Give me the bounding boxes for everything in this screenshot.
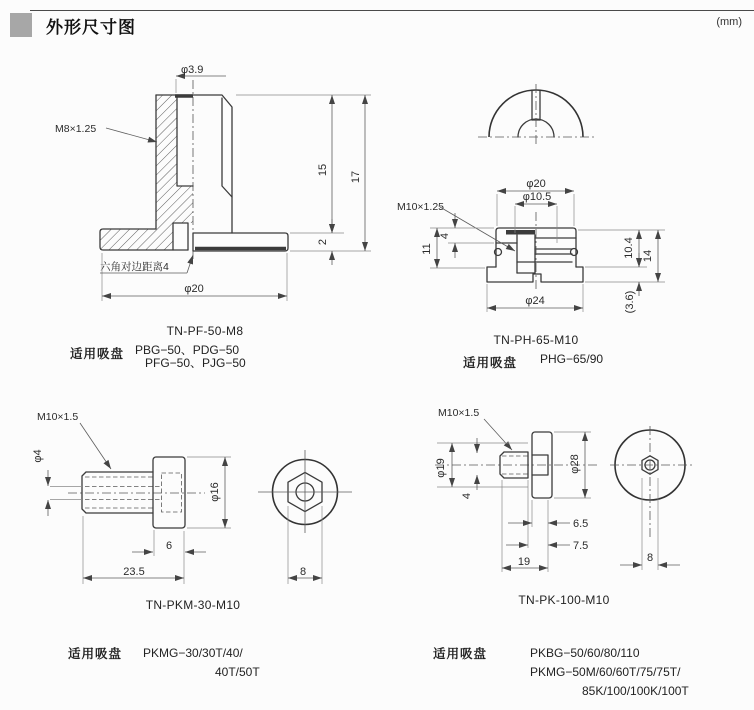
dim-11: 11 (421, 243, 433, 255)
pads-tn-pf (70, 344, 300, 372)
pads-line: PKMG−30/30T/40/ (143, 646, 243, 660)
dim-4: 4 (439, 232, 451, 240)
thread-label: M10×1.5 (37, 411, 79, 423)
dim-3-6: (3.6) (624, 290, 636, 314)
pads-label: 适用吸盘 (68, 647, 123, 661)
pads-values (540, 353, 603, 366)
pads-line: PBG−50、PDG−50 (135, 343, 240, 357)
tn-pf-section (100, 80, 288, 262)
dim-2: 2 (317, 238, 329, 246)
tn-pkm-end-view (258, 450, 352, 533)
dim-hole-dia: φ3.9 (181, 64, 204, 76)
dim-14: 14 (642, 249, 654, 263)
tn-pf-dimensions (55, 64, 371, 301)
pads-label: 适用吸盘 (433, 647, 488, 661)
tn-ph-top-view (478, 84, 595, 144)
part-name-tn-pk: TN-PK-100-M10 (518, 593, 610, 607)
thread-label: M10×1.5 (438, 407, 480, 419)
dim-head-len: 6 (165, 540, 173, 552)
pads-line: PHG−65/90 (540, 352, 604, 366)
dim-19: 19 (517, 556, 531, 568)
header-rule (30, 10, 754, 11)
dim-base-dia: φ24 (525, 295, 545, 307)
pads-tn-pk (433, 644, 723, 704)
pads-line: PKBG−50/60/80/110 (530, 646, 640, 660)
tn-pk-end-view (610, 426, 692, 540)
pads-label: 适用吸盘 (463, 356, 518, 370)
drawing-tn-pkm (30, 395, 390, 620)
thread-label: M8×1.25 (55, 123, 97, 135)
tn-pk-dimensions (435, 407, 680, 572)
page-title: 外形尺寸图 (46, 18, 136, 37)
tn-ph-front-view (487, 212, 583, 292)
part-name-tn-ph: TN-PH-65-M10 (493, 333, 579, 347)
dim-top-dia: φ20 (526, 178, 546, 190)
pads-values (143, 644, 260, 682)
pads-values (530, 644, 689, 701)
pads-tn-pkm (68, 644, 308, 686)
tn-ph-dimensions (397, 178, 665, 313)
part-name-tn-pkm: TN-PKM-30-M10 (145, 598, 241, 612)
dim-4: 4 (461, 492, 473, 500)
tn-pkm-dimensions (32, 411, 322, 584)
pads-tn-ph (463, 353, 693, 369)
header-square (10, 13, 32, 37)
hex-note: 六角对边距离4 (100, 261, 169, 273)
unit-label: (mm) (716, 16, 742, 28)
dim-pad-dia: φ19 (435, 458, 447, 478)
pads-line: PFG−50、PJG−50 (145, 356, 246, 370)
pads-line: PKMG−50M/60/60T/75/75T/ (530, 665, 681, 679)
drawing-tn-pf (30, 55, 390, 320)
dim-15: 15 (317, 163, 329, 177)
tn-pkm-side-view (68, 457, 205, 528)
thread-label: M10×1.25 (397, 201, 444, 213)
dim-bore-dia: φ10.5 (522, 191, 552, 203)
drawing-tn-ph (390, 55, 754, 320)
dim-hex-flats: 8 (646, 552, 654, 564)
dim-hex-flats: 8 (299, 566, 307, 578)
pads-label: 适用吸盘 (70, 347, 125, 361)
pads-line: 40T/50T (215, 665, 260, 679)
dim-10-4: 10.4 (623, 237, 635, 259)
dim-flange-dia: φ20 (184, 283, 204, 295)
dim-6-5: 6.5 (573, 518, 589, 530)
dim-head-dia: φ16 (209, 482, 221, 502)
dim-7-5: 7.5 (573, 540, 589, 552)
pads-line: 85K/100/100K/100T (582, 684, 689, 698)
dim-disc-dia: φ28 (569, 454, 581, 474)
drawing-tn-pk (395, 395, 754, 620)
part-name-tn-pf: TN-PF-50-M8 (166, 324, 244, 338)
dim-total-len: 23.5 (123, 566, 145, 578)
dim-hole-dia: φ4 (32, 449, 44, 463)
dim-17: 17 (350, 170, 362, 184)
pads-values (135, 344, 246, 370)
